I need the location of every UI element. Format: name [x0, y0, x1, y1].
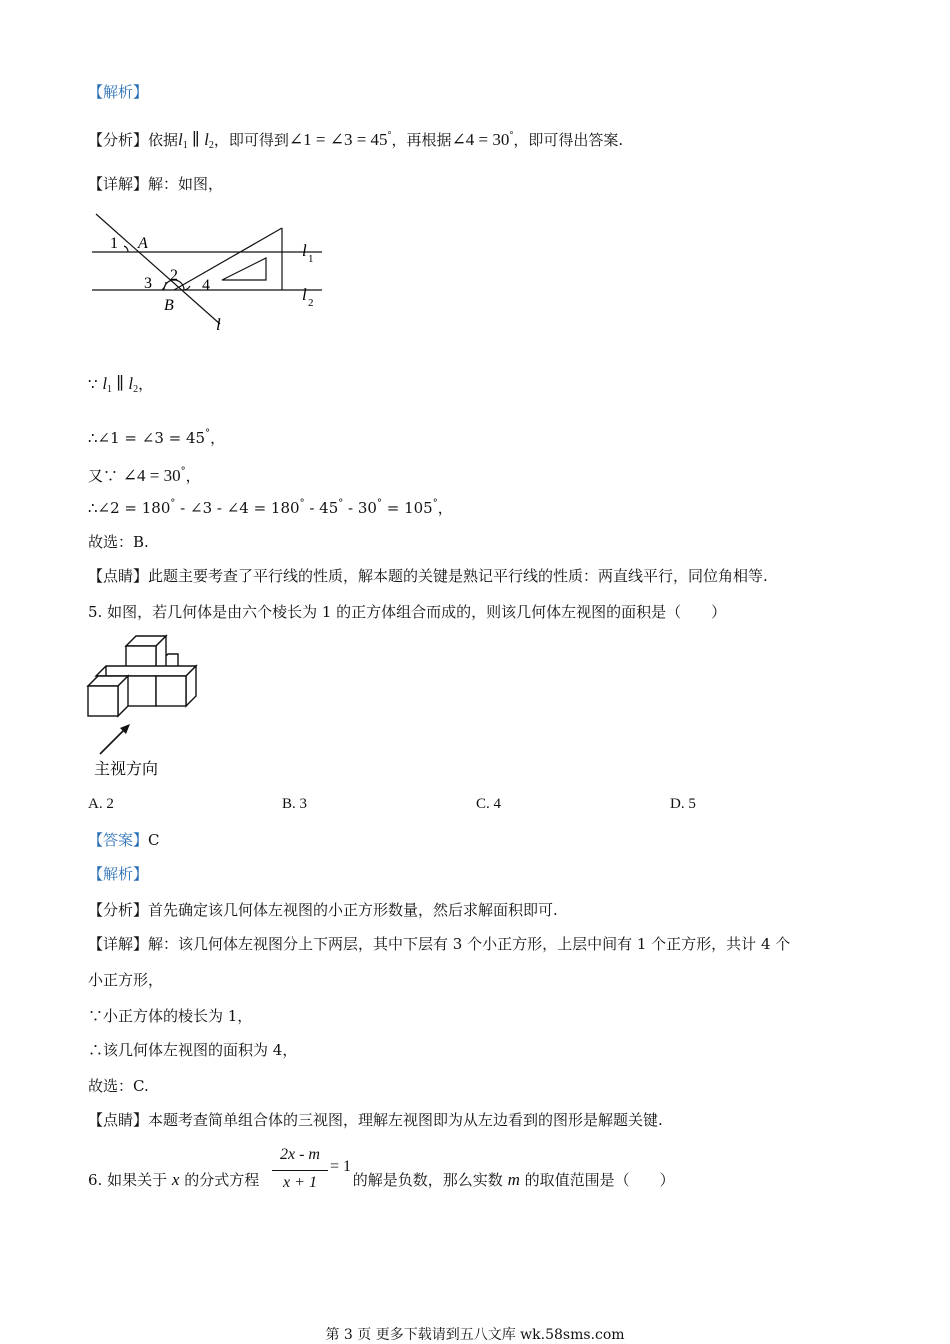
degree: ° [299, 498, 305, 509]
text: 首先确定该几何体左视图的小正方形数量，然后求解面积即可. [148, 901, 558, 919]
degree: ° [387, 130, 392, 141]
step-angle2 [88, 494, 453, 518]
degree: ° [509, 130, 514, 141]
view-direction-caption: 主视方向 [94, 761, 159, 778]
text: 依据 [148, 131, 179, 149]
section-tag: 【解析】 [88, 83, 149, 101]
cube-assembly-figure [84, 632, 214, 778]
fraction-denominator: x + 1 [283, 1174, 317, 1191]
eq: ∴∠1 = ∠3 = 45 [88, 429, 206, 447]
text: ，即可得出答案. [513, 131, 624, 149]
eq: - 45 [304, 499, 339, 517]
text: ∵小正方体的棱长为 1， [88, 1007, 253, 1025]
analysis-tag: 【分析】 [88, 901, 149, 919]
text: 故选：C. [88, 1077, 149, 1095]
label-l: l [216, 315, 221, 334]
step-because-parallel [88, 374, 153, 400]
text: ∴该几何体左视图的面积为 4， [88, 1041, 298, 1059]
comment-tag: 【点睛】 [88, 567, 149, 585]
degree: ° [180, 466, 186, 477]
text: 小正方形， [88, 971, 164, 989]
detail-paragraph-2-line2 [88, 970, 163, 990]
line-l [96, 214, 220, 324]
step-edge-length [88, 1006, 252, 1026]
answer-value: C [148, 831, 160, 849]
label-l2-sub: 2 [308, 297, 314, 309]
step-angle1-eq-angle3 [88, 424, 225, 448]
text: 的解是负数，那么实数 [352, 1171, 503, 1189]
analysis-paragraph-2 [88, 900, 558, 920]
label-l2: l [302, 285, 307, 304]
sub: 1 [182, 140, 188, 151]
cube-bottom-right [156, 676, 186, 706]
option-a[interactable]: A. 2 [88, 796, 114, 812]
text: ，即可得到 [213, 131, 289, 149]
text: 本题考查简单组合体的三视图，理解左视图即为从左边看到的图形是解题关键. [148, 1111, 663, 1129]
because-sign: ∵ [88, 375, 103, 393]
label-A: A [138, 235, 148, 252]
equals-one: = 1 [330, 1158, 352, 1175]
eq: = 105 [381, 499, 433, 517]
bottom-row-topface [96, 666, 196, 676]
eq: - 30 [343, 499, 377, 517]
degree: ° [376, 498, 382, 509]
option-d[interactable]: D. 5 [670, 796, 696, 812]
var-l: l [178, 130, 183, 149]
step-area [88, 1040, 297, 1060]
angle-arc-1 [124, 246, 128, 252]
text: 此题主要考查了平行线的性质，解本题的关键是熟记平行线的性质：两直线平行，同位角相等. [148, 567, 768, 585]
label-l1-sub: 1 [308, 253, 314, 265]
text: 6. 如果关于 [88, 1171, 168, 1189]
eq: ∠1 = ∠3 = 45 [288, 130, 388, 149]
section-tag: 【解析】 [88, 865, 149, 883]
degree: ° [338, 498, 344, 509]
text: ，再根据 [391, 131, 452, 149]
text: 解：该几何体左视图分上下两层，其中下层有 3 个小正方形，上层中间有 1 个正方形，共计 4 个 [148, 935, 791, 953]
eq: ∠4 = 30 [122, 466, 181, 485]
cube-bottom-mid [126, 676, 156, 706]
analysis-section-tag [88, 82, 148, 102]
detail-paragraph-2-line1 [88, 934, 790, 954]
fraction-bar [272, 1170, 328, 1171]
angle-equation [452, 130, 514, 149]
cube-front-left-front [88, 686, 118, 716]
question-text: 5. 如图，若几何体是由六个棱长为 1 的正方体组合而成的，则该几何体左视图的面积是（ ） [88, 603, 727, 621]
text: 故选：B. [88, 533, 149, 551]
degree: ° [205, 428, 211, 439]
var-x: x [171, 1170, 180, 1189]
parallel-expression [102, 374, 138, 393]
label-l1: l [302, 241, 307, 260]
sub: 2 [208, 140, 214, 151]
label-4: 4 [202, 277, 210, 294]
text: ， [437, 499, 453, 517]
var-m: m [507, 1170, 520, 1189]
analysis-paragraph-1 [88, 126, 623, 156]
choice-line-1 [88, 532, 149, 552]
parallel-lines-figure [86, 206, 326, 338]
sub: 2 [133, 384, 139, 395]
label-1: 1 [110, 235, 118, 252]
text: 又∵ [88, 467, 123, 485]
comment-paragraph-1 [88, 566, 768, 586]
option-c[interactable]: C. 4 [476, 796, 502, 812]
comment-tag: 【点睛】 [88, 1111, 149, 1129]
var-l: l [204, 130, 209, 149]
angle-arc-4 [184, 286, 190, 290]
inner-triangle [222, 258, 266, 280]
question-6 [88, 1170, 675, 1190]
text: 的分式方程 [184, 1171, 260, 1189]
detail-tag: 【详解】 [88, 935, 149, 953]
eq: ∠4 = 30 [451, 130, 510, 149]
eq: - ∠3 - ∠4 = 180 [175, 499, 300, 517]
degree: ° [170, 498, 176, 509]
analysis-section-tag-2 [88, 864, 148, 884]
label-3: 3 [144, 275, 152, 292]
text: ， [210, 429, 226, 447]
text: 的取值范围是（ ） [524, 1171, 675, 1189]
detail-tag: 【详解】 [88, 175, 149, 193]
text: 解：如图， [148, 175, 224, 193]
text: ， [138, 375, 154, 393]
page-footer: 第 3 页 更多下载请到五八文库 wk.58sms.com [325, 1327, 625, 1343]
degree: ° [432, 498, 438, 509]
comment-paragraph-2 [88, 1110, 663, 1130]
label-2: 2 [170, 267, 178, 284]
analysis-tag: 【分析】 [88, 131, 149, 149]
text: ， [185, 467, 201, 485]
view-direction-arrow [100, 728, 126, 754]
sub: 1 [107, 384, 113, 395]
answer-line [88, 830, 160, 850]
angle-equation [289, 130, 392, 149]
answer-tag: 【答案】 [88, 831, 149, 849]
parallel-expression [178, 130, 214, 149]
fraction-numerator: 2x - m [280, 1146, 320, 1163]
choice-line-2 [88, 1076, 149, 1096]
parallel-sign: ∥ [112, 374, 129, 393]
detail-paragraph-1 [88, 174, 223, 194]
var-l: l [128, 374, 134, 393]
option-b[interactable]: B. 3 [282, 796, 308, 812]
parallel-sign: ∥ [187, 130, 205, 149]
var-l: l [102, 374, 108, 393]
eq: ∴∠2 = 180 [88, 499, 171, 517]
step-angle4 [88, 462, 201, 486]
question-5 [88, 602, 726, 622]
label-B: B [164, 297, 174, 314]
